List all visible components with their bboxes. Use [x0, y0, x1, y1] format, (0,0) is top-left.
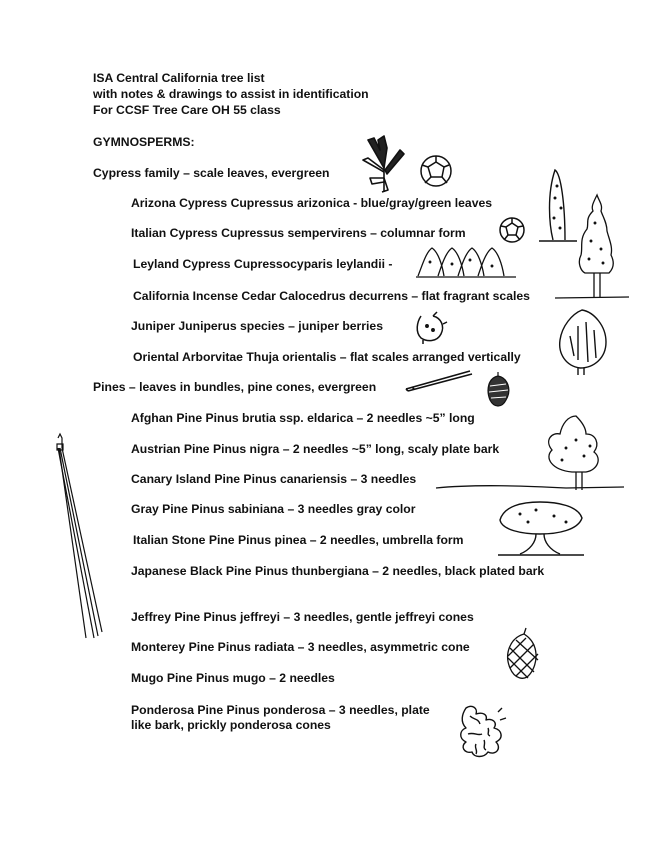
pine-item-1: Afghan Pine Pinus brutia ssp. eldarica – 2 needles ~5” long: [131, 411, 475, 425]
pine-item-3: Canary Island Pine Pinus canariensis – 3 needles: [131, 472, 417, 486]
pine-item-10: Ponderosa Pine Pinus ponderosa – 3 needles, plate like bark, prickly ponderosa cones: [131, 703, 430, 732]
cypress-sprig-icon: [360, 134, 410, 194]
pine-item-7: Jeffrey Pine Pinus jeffreyi – 3 needles, gentle jeffreyi cones: [131, 610, 474, 624]
cypress-item-6: Oriental Arborvitae Thuja orientalis – flat scales arranged vertically: [133, 350, 521, 364]
cypress-item-3: Leyland Cypress Cupressocyparis leylandii -: [133, 257, 393, 271]
columnar-tree-icon: [535, 164, 581, 244]
cypress-cone-icon: [419, 153, 455, 189]
pine-item-2: Austrian Pine Pinus nigra – 2 needles ~5” long, scaly plate bark: [131, 442, 500, 456]
pine-cone-icon: [484, 370, 514, 410]
juniper-berry-icon: [413, 312, 449, 344]
pine-item-4: Gray Pine Pinus sabiniana – 3 needles gray color: [131, 502, 416, 516]
section-gymnosperms: GYMNOSPERMS:: [93, 135, 195, 149]
cypress-item-2: Italian Cypress Cupressus sempervirens – columnar form: [131, 226, 466, 240]
umbrella-tree-icon: [496, 500, 586, 558]
round-cone-icon: [498, 215, 528, 245]
pine-item-6: Japanese Black Pine Pinus thunbergiana – 2 needles, black plated bark: [131, 564, 545, 578]
cypress-item-4: California Incense Cedar Calocedrus decurrens – flat fragrant scales: [133, 289, 530, 303]
monterey-cone-icon: [502, 626, 542, 684]
long-needles-icon: [50, 432, 106, 642]
ponderosa-bark-icon: [456, 702, 512, 760]
ground-line-icon: [555, 294, 630, 302]
hedge-row-icon: [416, 244, 516, 280]
pine-item-8: Monterey Pine Pinus radiata – 3 needles, asymmetric cone: [131, 640, 470, 654]
header-line-3: For CCSF Tree Care OH 55 class: [93, 103, 281, 117]
pines-heading: Pines – leaves in bundles, pine cones, evergreen: [93, 380, 377, 394]
cypress-item-5: Juniper Juniperus species – juniper berries: [131, 319, 383, 333]
header-line-2: with notes & drawings to assist in identification: [93, 87, 369, 101]
cypress-item-1: Arizona Cypress Cupressus arizonica - blue/gray/green leaves: [131, 196, 493, 210]
pine-item-9: Mugo Pine Pinus mugo – 2 needles: [131, 671, 335, 685]
conical-tree-icon: [577, 193, 617, 301]
pine-item-5: Italian Stone Pine Pinus pinea – 2 needles, umbrella form: [133, 533, 464, 547]
austrian-pine-tree-icon: [436, 412, 626, 494]
arborvitae-tree-icon: [556, 308, 610, 376]
pine-needles-bundle-icon: [404, 367, 474, 393]
header-line-1: ISA Central California tree list: [93, 71, 265, 85]
cypress-family-heading: Cypress family – scale leaves, evergreen: [93, 166, 330, 180]
